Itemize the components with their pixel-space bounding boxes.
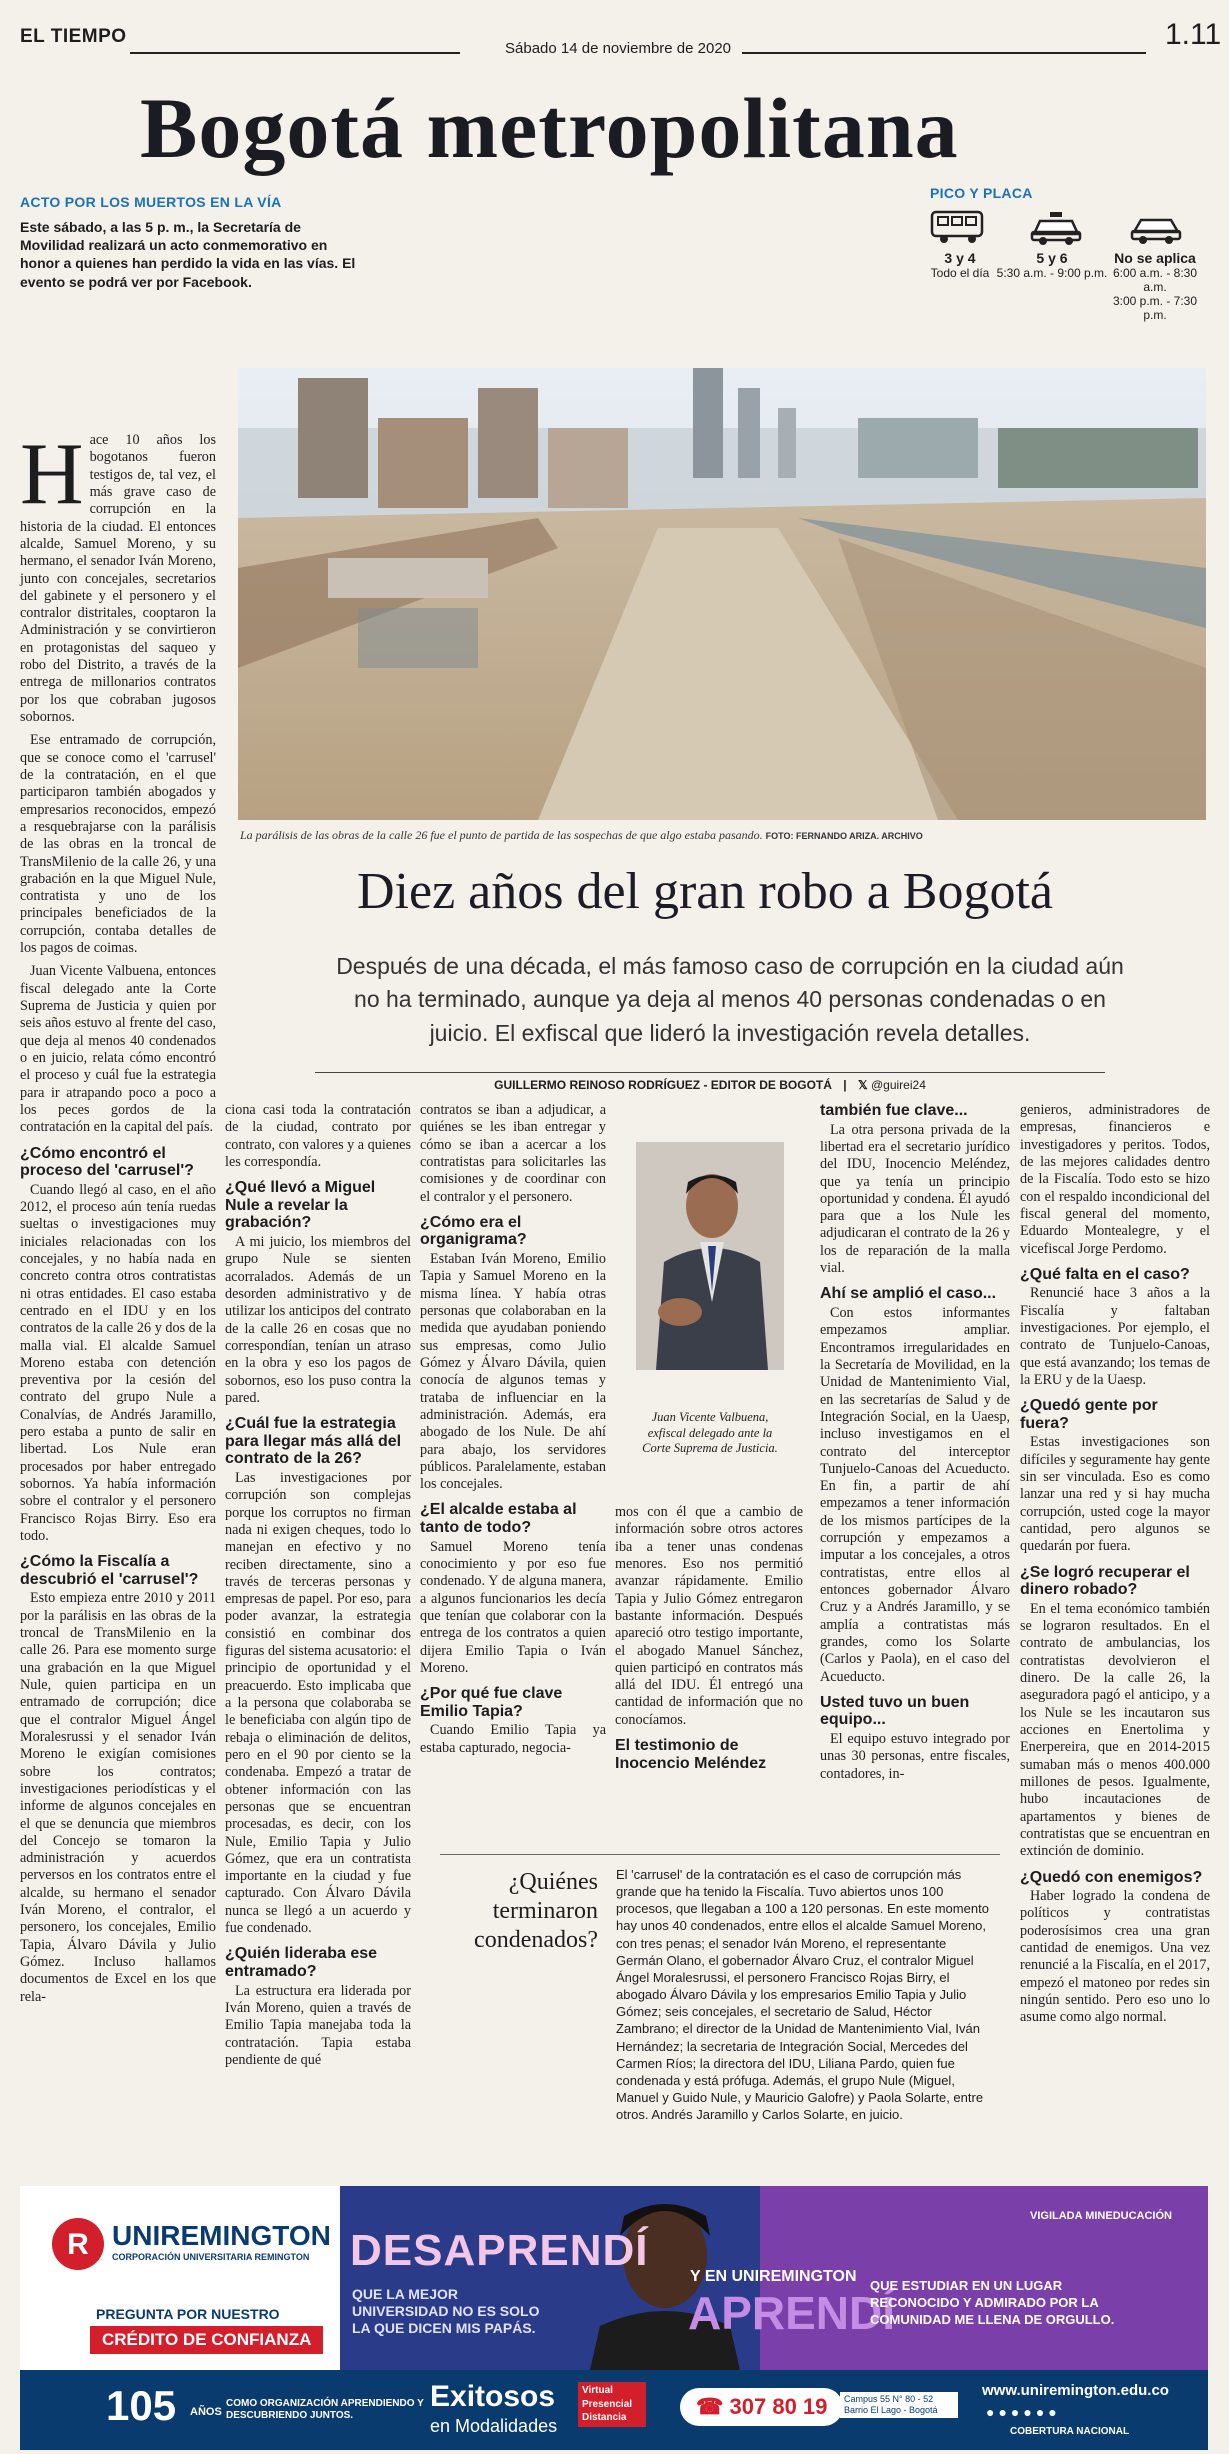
car-icon <box>1130 212 1182 251</box>
column-4-body <box>615 1504 803 1772</box>
column-1-body <box>20 426 216 2006</box>
byline: GUILLERMO REINOSO RODRÍGUEZ - EDITOR DE BOGOTÁ | 𝕏 @guirei24 <box>494 1078 926 1092</box>
social-icons: ●●●●●● <box>986 2404 1061 2420</box>
column-1-question: ¿Cómo la Fiscalía a descubrió el 'carrusel'? <box>20 1553 199 1588</box>
column-5-paragraph: La otra persona privada de la libertad era el secretario jurídico del IDU, Inocencio Meléndez, que ya tenía un principio oportunidad y condena. Él ayudó para que a los Nule les adjudicaran el contrato de la 26 y los de reparación de la malla vial. <box>820 1121 1010 1277</box>
column-6-body <box>1020 1102 1210 2027</box>
ad-pregunta: PREGUNTA POR NUESTRO <box>96 2306 280 2322</box>
column-4-question: El testimonio de Inocencio Meléndez <box>615 1737 767 1772</box>
pico-car <box>1103 250 1207 322</box>
column-5-question: Ahí se amplió el caso... <box>820 1285 997 1303</box>
ad-years: 105 <box>106 2382 177 2429</box>
column-5-paragraph: El equipo estuvo integrado por unas 30 personas, entre fiscales, contadores, in- <box>820 1731 1010 1782</box>
column-5-paragraph: Con estos informantes empezamos ampliar. Encontramos irregularidades en la Secretaría de Movilidad, en la Unidad de Mantenimiento Vial, en las secretarías de Salud y de Integración Social, en la Uaesp, incluso investigamos en el contrato del interceptor Tunjuelo-Canoas del Acueducto. En fin, a partir de ahí empezamos a tener información de los mismos partícipes de la corrupción y empezamos a imputar a los concejales, a otros contratistas, entre ellos al entonces gobernador Álvaro Cruz y a Andrés Jaramillo, y se amplía a contratistas más grandes, como los Solarte (Carlos y Paola), en el caso del Acueducto. <box>820 1305 1010 1685</box>
issue-date: Sábado 14 de noviembre de 2020 <box>505 40 732 57</box>
ad-brand-sub: CORPORACIÓN UNIVERSITARIA REMINGTON <box>112 2252 310 2262</box>
pico-taxi-plates: 5 y 6 <box>1036 250 1068 266</box>
pico-bus-plates: 3 y 4 <box>944 250 976 266</box>
column-6-question: ¿Quedó con enemigos? <box>1020 1868 1203 1886</box>
column-4 <box>615 1504 803 1774</box>
column-2 <box>225 1102 411 2075</box>
column-5-question: también fue clave... <box>820 1102 968 1119</box>
brief-title: ACTO POR LOS MUERTOS EN LA VÍA <box>20 194 282 210</box>
column-6-question: ¿Qué falta en el caso? <box>1020 1265 1190 1283</box>
column-6-question: ¿Se logró recuperar el dinero robado? <box>1020 1563 1190 1599</box>
column-6-paragraph: genieros, administradores de empresas, financieros e investigadores y peritos. Todos, de las mejores calidades dentro de la Fiscalía. Todo esto se hizo con el respaldo incondicional del fiscal general del momento, Eduardo Montealegre, y el vicefiscal Jorge Perdomo. <box>1020 1102 1210 1257</box>
ad-phone-button[interactable] <box>680 2388 843 2426</box>
column-2-body <box>225 1102 411 2069</box>
ad-modalidades: en Modalidades <box>430 2416 558 2436</box>
pico-placa-panel <box>925 206 1205 322</box>
ad-cobertura: COBERTURA NACIONAL <box>1010 2426 1130 2437</box>
column-1-paragraph: ace 10 años los bogotanos fueron testigos de, tal vez, el más grave caso de corrupción en la historia de la ciudad. El entonces alcalde, Samuel Moreno, y su hermano, el senador Iván Moreno, junto con concejales, secretarios del gabinete y el personero y el contralor distritales, cooptaron la Administración y se convirtieron en protagonistas del saqueo y robo del Distrito, a través de la entrega de millonarios contratos por los que cobraban jugosos sobornos. <box>20 432 216 725</box>
ad-campus: Campus 55 N° 80 - 52 Barrio El Lago - Bogotá <box>840 2392 958 2418</box>
portrait-photo <box>636 1142 784 1370</box>
headline: Diez años del gran robo a Bogotá <box>356 863 1053 920</box>
pico-placa-title: PICO Y PLACA <box>930 185 1033 201</box>
column-1-paragraph: Ese entramado de corrupción, que se conoce como el 'carrusel' de la contratación, en el que participaron también abogados y empresarios reconocidos, empezó a resquebrajarse con la parálisis de las obras en la troncal de TransMilenio de la calle 26, y una grabación en la que Miguel Nule, contratista y uno de los principales beneficiados de la corrupción, contaba detalles de los pagos de coimas. <box>20 732 216 957</box>
column-3-paragraph: Cuando Emilio Tapia ya estaba capturado, negocia- <box>420 1722 606 1756</box>
ad-phone: 307 80 19 <box>729 2394 828 2419</box>
column-1 <box>20 426 216 2012</box>
ad-aprendi-sub: QUE ESTUDIAR EN UN LUGAR RECONOCIDO Y ADMIRADO POR LA COMUNIDAD ME LLENA DE ORGULLO. <box>870 2278 1115 2327</box>
column-6-paragraph: Renuncié hace 3 años a la Fiscalía y faltaban investigaciones. Por ejemplo, el contrato de Tunjuelo-Canoas, que está avanzando; los temas de la ERU y de la Uaesp. <box>1020 1285 1210 1388</box>
column-2-question: ¿Cuál fue la estrategia para llegar más allá del contrato de la 26? <box>225 1415 402 1468</box>
column-3-question: ¿Por qué fue clave Emilio Tapia? <box>420 1685 563 1720</box>
portrait-caption: Juan Vicente Valbuena, exfiscal delegado ante la Corte Suprema de Justicia. <box>642 1410 778 1456</box>
brand-logo-icon <box>50 2216 106 2277</box>
ad-mod-virtual: Virtual <box>582 2385 613 2396</box>
column-5 <box>820 1102 1010 1789</box>
column-2-paragraph: Las investigaciones por corrupción son complejas porque los corruptos no firman nada ni exigen cheques, todo lo manejan en efectivo y no reciben directamente, sino a través de terceras personas y empresas de papel. Por eso, para poder avanzar, la estrategia consistió en combinar dos figuras del sistema acusatorio: el principio de oportunidad y el preacuerdo. Esto implicaba que a la persona que colaboraba se le beneficiaba con algún tipo de rebaja o eliminación de delitos, pero en el 90 por ciento se la condenaba. Empezó a tratar de obtener información con las personas que se encuentran procesadas, es decir, con los Nule, Emilio Tapia y Julio Gómez, que era un contratista importante en la ciudad y fue capturado. Con Álvaro Dávila nunca se llegó a un acuerdo y fue condenado. <box>225 1469 411 1937</box>
pico-car-hours-2: 3:00 p.m. - 7:30 p.m. <box>1112 294 1198 322</box>
column-6-paragraph: Estas investigaciones son difíciles y seguramente hay gente sin ser vinculada. Eso es como lanzar una red y si hay mucha corrupción, usted coge la mayor cantidad, pero algunos se quedarán por fuera. <box>1020 1434 1210 1555</box>
ad-credito-button[interactable]: CRÉDITO DE CONFIANZA <box>90 2326 323 2354</box>
ad-mod-presencial: Presencial <box>582 2398 633 2410</box>
column-1-paragraph: Esto empieza entre 2010 y 2011 por la parálisis en las obras de la troncal de TransMilenio en la calle 26. Para ese momento surge una grabación en la que Miguel Nule, quien participa en un entramado de corrupción; dice que el contralor Miguel Ángel Moralesrussi y el senador Iván Moreno le exigían comisiones sobre los contratos; investigaciones periodísticas y el informe de algunos concejales en el que se denuncia que miembros del Concejo se tomaron la administración y acuerdos perversos en los contratos entre el alcalde, su hermano el senador Iván Moreno, el contralor, el personero, los concejales, Emilio Tapia, Álvaro Dávila y Julio Gómez. Incluso hallamos documentos de Excel en los que rela- <box>20 1590 216 2005</box>
ad-y-en: Y EN UNIREMINGTON <box>690 2268 857 2285</box>
ad-aprendi: APRENDÍ <box>688 2287 896 2339</box>
taxi-icon <box>1030 212 1082 251</box>
sidebar-title: ¿Quiénes terminaron condenados? <box>474 1869 598 1953</box>
column-3-question: ¿El alcalde estaba al tanto de todo? <box>420 1501 577 1537</box>
column-6-paragraph: Haber logrado la condena de políticos y contratistas poderosísimos crea una gran cantidad de enemigos. Una vez renuncié a la Fiscalía, en el 2017, empezó el matoneo por redes sin ningún sentido. Pero eso uno lo asume como algo normal. <box>1020 1888 1210 2026</box>
column-5-body <box>820 1102 1010 1783</box>
ad-vigilada: VIGILADA MINEDUCACIÓN <box>1030 2210 1172 2222</box>
column-6-paragraph: En el tema económico también se lograron resultados. En el contrato de ambulancias, los contratistas devolvieron el dinero. De la calle 26, la aseguradora pagó el anticipo, y a los Nule se les incautaron sus acciones en Enertolima y Enerpereira, que en 2014-2015 sumaban más o menos 400.000 millones de pesos. Igualmente, hubo incautaciones de apartamentos y bienes de contratistas que se encuentran en extinción de dominio. <box>1020 1600 1210 1860</box>
ad-years-label: AÑOS <box>190 2406 222 2418</box>
pico-bus <box>925 250 995 280</box>
column-3-paragraph: Estaban Iván Moreno, Emilio Tapia y Samuel Moreno en la misma línea. Y había otras personas que colaboraban en la medida que ayudaban poniendo sus empresas, como Julio Gómez y Álvaro Dávila, quien conocía de algunos temas y trataba de influenciar en la administración. Además, era abogado de los Nule. De ahí para abajo, los servidores públicos. Paralelamente, estaban los concejales. <box>420 1251 606 1493</box>
twitter-icon: 𝕏 <box>857 1078 868 1092</box>
masthead-rule-right <box>742 52 1146 54</box>
twitter-handle: @guirei24 <box>870 1078 926 1092</box>
ad-desaprendi: DESAPRENDÍ <box>350 2226 649 2275</box>
photo-credit: FOTO: FERNANDO ARIZA. ARCHIVO <box>765 831 923 841</box>
ad-web-link[interactable]: www.uniremington.edu.co <box>982 2382 1169 2399</box>
column-1-paragraph: Cuando llegó al caso, en el año 2012, el proceso aún tenía ruedas sueltas o investigaciones muy iniciales relacionadas con los concejales, y no había nada en concreto contra otros contratistas ni otras entidades. El caso estaba centrado en el IDU y en los contratos de la calle 26 y dos de la malla vial. El alcalde Samuel Moreno estaba con detención preventiva por la cesión del contrato del grupo Nule a Conalvías, de Andrés Jaramillo, pero estaba a punto de salir en libertad. Los Nule eran procesados por haber entregado sobornos. Ya había información sobre el contralor y el personero Francisco Rojas Birry. Eso era todo. <box>20 1181 216 1544</box>
ad-desaprendi-sub: QUE LA MEJOR UNIVERSIDAD NO ES SOLO LA QUE DICEN MIS PAPÁS. <box>352 2286 540 2336</box>
pico-taxi-hours: 5:30 a.m. - 9:00 p.m. <box>996 266 1108 280</box>
column-2-question: ¿Qué llevó a Miguel Nule a revelar la grabación? <box>225 1179 376 1232</box>
sidebar-text: El 'carrusel' de la contratación es el caso de corrupción más grande que ha tenido la Fiscalía. Tuvo abiertos unos 100 procesos, que llegaban a 100 a 120 personas. En este momento hay unos 40 condenados, entre ellos el alcalde Samuel Moreno, con tres penas; el senador Iván Moreno, el representante Germán Olano, el gobernador Álvaro Cruz, el contralor Miguel Ángel Moralesrussi, el personero Francisco Rojas Birry, el abogado Álvaro Dávila y los empresarios Emilio Tapia y Julio Gómez; seis concejales, el secretario de Salud, Héctor Zambrano; el director de la Unidad de Mantenimiento Vial, Iván Hernández; la secretaria de Integración Social, Mercedes del Carmen Ríos; la directora del IDU, Liliana Pardo, quien fue condenada y está prófuga. Además, el grupo Nule (Miguel, Manuel y Guido Nule, y Mauricio Galofre) y Paola Solarte, entre otros. Andrés Jaramillo y Carlos Solarte, en juicio. <box>616 1867 989 2123</box>
brief-text: Este sábado, a las 5 p. m., la Secretaría de Movilidad realizará un acto conmemorativo en honor a quienes han perdido la vida en las vías. El evento se podrá ver por Facebook. <box>20 219 356 290</box>
column-2-paragraph: A mi juicio, los miembros del grupo Nule se sienten acorralados. Además de un desorden administrativo y de utilizar los anticipos del contrato de la calle 26 en cosas que no correspondían, tenían un atraso en la obra y eso los pagos de sobornos, eso los puso contra la pared. <box>225 1234 411 1406</box>
byline-rule <box>315 1072 1105 1073</box>
pico-taxi <box>993 250 1111 280</box>
ad-footer <box>20 2370 1208 2450</box>
column-1-paragraph: Juan Vicente Valbuena, entonces fiscal delegado ante la Corte Suprema de Justicia y quien por seis años estuvo al frente del caso, que deja al menos 40 condenados o en juicio, relata cómo encontró el proceso y cuál fue la estrategia para ir atrapando poco a poco a los peces gordos de la contratación en la capital del país. <box>20 963 216 1136</box>
lead-photo <box>238 368 1206 820</box>
column-2-question: ¿Quién lideraba ese entramado? <box>225 1945 378 1980</box>
newspaper-logo: EL TIEMPO <box>20 26 127 47</box>
ad-years-text: COMO ORGANIZACIÓN APRENDIENDO Y DESCUBRIENDO JUNTOS. <box>226 2398 424 2421</box>
column-2-paragraph: ciona casi toda la contratación de la ciudad, contrato por contrato, con valores y a quienes les correspondía. <box>225 1102 411 1170</box>
column-3-question: ¿Cómo era el organigrama? <box>420 1213 527 1249</box>
column-3-paragraph: Samuel Moreno tenía conocimiento y por eso fue condenado. Y de alguna manera, a algunos funcionarios les decía que tenían que colaborar con la entrega de los contratos a quien dijera Emilio Tapia o Iván Moreno. <box>420 1538 606 1676</box>
photo-caption-text: La parálisis de las obras de la calle 26 fue el punto de partida de las sospechas de que algo estaba pasando. <box>240 828 763 842</box>
ad-brand: UNIREMINGTON <box>112 2220 331 2251</box>
byline-author: GUILLERMO REINOSO RODRÍGUEZ - EDITOR DE BOGOTÁ <box>494 1078 832 1092</box>
column-3 <box>420 1102 606 1763</box>
column-6 <box>1020 1102 1210 2033</box>
column-3-paragraph: contratos se iban a adjudicar, a quiénes se les iban entregar y cómo se iban a acercar a los contratistas para solicitarles las comisiones y de coordinar con el contralor y el personero. <box>420 1102 606 1205</box>
bus-icon <box>930 208 986 251</box>
column-4-paragraph: mos con él que a cambio de información sobre otros actores iba a tener unas condenas menores. Eso nos permitió avanzar rápidamente. Emilio Tapia y Julio Gómez entregaron bastante información. Después apareció otro testigo importante, el abogado Manuel Sánchez, quien participó en contratos más allá del IDU. Él entregó una cantidad de información que no conocíamos. <box>615 1504 803 1728</box>
photo-caption <box>240 828 923 843</box>
ad-exitosos: Exitosos <box>430 2380 556 2413</box>
phone-icon: ☎ <box>696 2394 724 2419</box>
sidebar-rule <box>440 1854 1000 1855</box>
dropcap: H <box>20 426 84 523</box>
column-5-question: Usted tuvo un buen equipo... <box>820 1693 970 1729</box>
deck: Después de una década, el más famoso caso de corrupción en la ciudad aún no ha terminado, aunque ya deja al menos 40 personas condenadas o en juicio. El exfiscal que lideró la investigación revela detalles. <box>336 953 1124 1046</box>
masthead-rule-left <box>130 52 460 54</box>
column-1-question: ¿Cómo encontró el proceso del 'carrusel'? <box>20 1144 194 1180</box>
ad-modalities-list <box>578 2382 646 2427</box>
ad-mod-distancia: Distancia <box>582 2412 627 2423</box>
section-title: Bogotá metropolitana <box>140 80 959 176</box>
svg-text:R: R <box>67 2228 89 2261</box>
advertisement <box>20 2186 1208 2450</box>
pico-bus-hours: Todo el día <box>930 266 990 280</box>
pico-car-plates: No se aplica <box>1114 250 1196 266</box>
column-6-question: ¿Quedó gente por fuera? <box>1020 1397 1158 1432</box>
column-2-paragraph: La estructura era liderada por Iván Moreno, quien a través de Emilio Tapia manejaba toda la contratación. Tapia estaba pendiente de qué <box>225 1982 411 2068</box>
page-number: 1.11 <box>1165 18 1222 51</box>
column-3-body <box>420 1102 606 1757</box>
pico-car-hours: 6:00 a.m. - 8:30 a.m. <box>1112 266 1198 294</box>
